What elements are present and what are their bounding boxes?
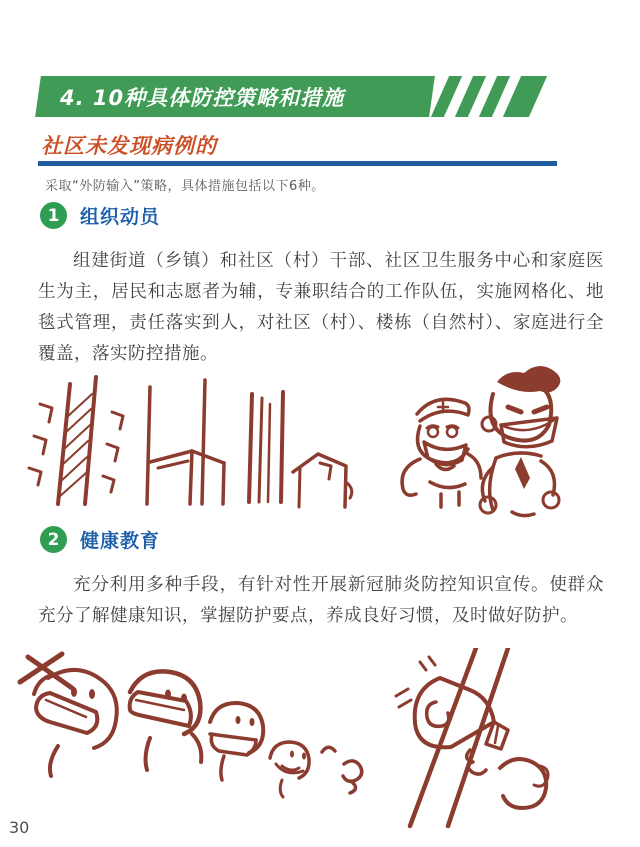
section-divider-rule xyxy=(38,161,557,166)
masked-crowd-and-megaphone-illustration xyxy=(0,648,640,830)
banner-stripe xyxy=(503,76,547,117)
intro-text: 采取“外防输入”策略，具体措施包括以下6种。 xyxy=(45,179,325,194)
subsection-1-body: 组建街道（乡镇）和社区（村）干部、社区卫生服务中心和家庭医生为主，居民和志愿者为辅，专兼职结合的工作队伍，实施网格化、地毯式管理，责任落实到人，对社区（村）、楼栋（自然村）、家庭进行全覆盖，落实防控措施。 xyxy=(38,251,604,364)
section-title: 社区未发现病例的 xyxy=(41,134,217,158)
chapter-title: 4. 10种具体防控策略和措施 xyxy=(60,85,345,110)
subsection-2-heading: 健康教育 xyxy=(80,530,161,552)
page-number: 30 xyxy=(9,818,30,837)
subsection-1-header xyxy=(40,202,160,229)
subsection-2-header xyxy=(40,526,160,553)
subsection-1-heading: 组织动员 xyxy=(80,206,161,228)
buildings-and-masked-officials-illustration xyxy=(0,362,640,524)
number-2-badge-icon: 2 xyxy=(40,526,67,553)
subsection-2-body: 充分利用多种手段，有针对性开展新冠肺炎防控知识宣传。使群众充分了解健康知识，掌握防护要点，养成良好习惯，及时做好防护。 xyxy=(38,575,604,626)
banner-diagonal-stripes-icon xyxy=(440,76,538,117)
number-1-badge-icon: 1 xyxy=(40,202,67,229)
